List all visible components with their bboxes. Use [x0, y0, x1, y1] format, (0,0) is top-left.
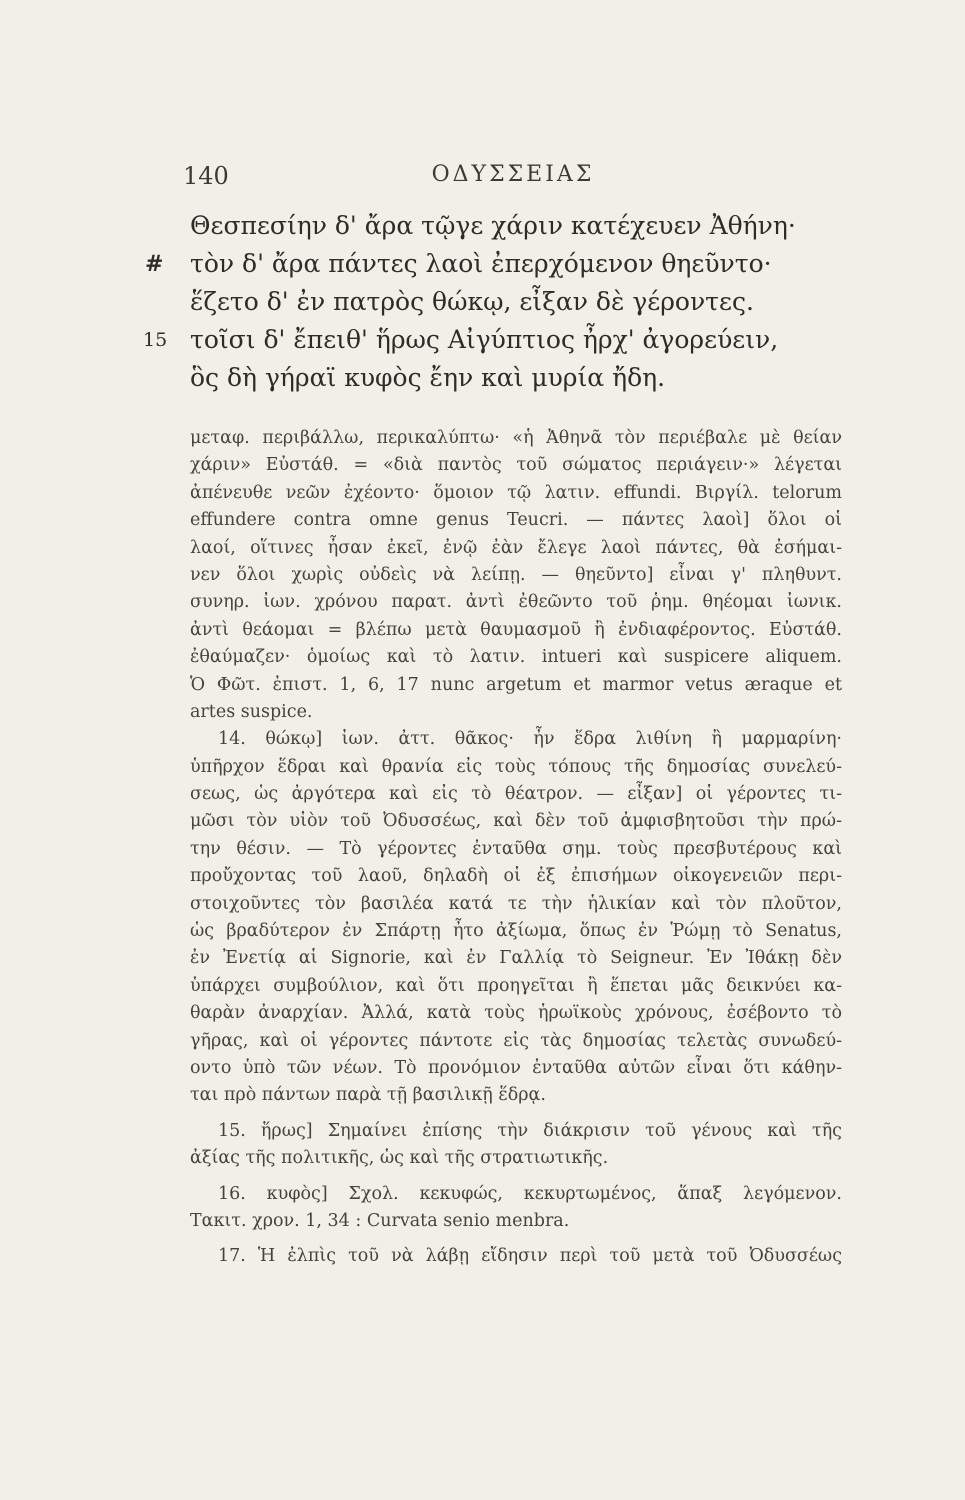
- commentary-line: χάριν» Εὐστάθ. = «διὰ παντὸς τοῦ σώματος περιάγειν·» λέγεται: [190, 455, 842, 476]
- running-title: ΟΔΥΣΣΕΙΑΣ: [431, 162, 595, 187]
- commentary-line: Τακιτ. χρον. 1, 34 : Curvata senio menbra.: [190, 1210, 570, 1231]
- commentary-line: ἀξίας τῆς πολιτικῆς, ὡς καὶ τῆς στρατιωτικῆς.: [190, 1148, 609, 1169]
- commentary-line: συνηρ. ἰων. χρόνου παρατ. ἀντὶ ἐθεῶντο τοῦ ῥημ. θηέομαι ἰωνικ.: [190, 592, 842, 613]
- verse-block: [0, 207, 965, 397]
- commentary-line: 16. κυφὸς] Σχολ. κεκυφώς, κεκυρτωμένος, ἅπαξ λεγόμενον.: [218, 1183, 842, 1204]
- verse-line: [0, 283, 965, 321]
- commentary-line: στοιχοῦντες τὸν βασιλέα κατά τε τὴν ἡλικίαν καὶ τὸν πλοῦτον,: [190, 893, 842, 914]
- commentary-notes: [190, 425, 842, 1271]
- verse-text: Θεσπεσίην δ' ἄρα τῷγε χάριν κατέχευεν Ἀθήνη·: [190, 211, 796, 240]
- commentary-line: ἐθαύμαζεν· ὁμοίως καὶ τὸ λατιν. intueri καὶ suspicere aliquem.: [190, 647, 842, 668]
- verse-text: ἕζετο δ' ἐν πατρὸς θώκῳ, εἶξαν δὲ γέροντες.: [190, 287, 754, 316]
- commentary-line: λαοί, οἵτινες ἦσαν ἐκεῖ, ἐνῷ ἐὰν ἔλεγε λαοὶ πάντες, θὰ ἐσήμαι-: [190, 537, 842, 558]
- commentary-line: effundere contra omne genus Teucri. — πάντες λαοὶ] ὅλοι οἱ: [190, 510, 842, 531]
- commentary-line: μεταφ. περιβάλλω, περικαλύπτω· «ἡ Ἀθηνᾶ τὸν περιέβαλε μὲ θείαν: [190, 428, 842, 448]
- commentary-line: προὔχοντας τοῦ λαοῦ, δηλαδὴ οἱ ἐξ ἐπισήμων οἰκογενειῶν περι-: [190, 866, 842, 887]
- commentary-line: θαρὰν ἀναρχίαν. Ἀλλά, κατὰ τοὺς ἡρωϊκοὺς χρόνους, ἐσέβοντο τὸ: [190, 1003, 842, 1024]
- verse-line: [0, 359, 965, 397]
- running-head: [183, 162, 843, 194]
- commentary-line: 15. ἥρως] Σημαίνει ἐπίσης τὴν διάκρισιν τοῦ γένους καὶ τῆς: [218, 1120, 842, 1141]
- verse-line: [0, 245, 965, 283]
- commentary-line: ται πρὸ πάντων παρὰ τῇ βασιλικῇ ἕδρᾳ.: [190, 1085, 546, 1106]
- commentary-line: νεν ὅλοι χωρὶς οὐδεὶς νὰ λείπῃ. — θηεῦντο] εἶναι γ' πληθυντ.: [190, 564, 842, 585]
- commentary-line: ὡς βραδύτερον ἐν Σπάρτῃ ἦτο ἀξίωμα, ὅπως ἐν Ῥώμῃ τὸ Senatus,: [190, 921, 842, 942]
- commentary-line: ὑπάρχει συμβούλιον, καὶ ὅτι προηγεῖται ἢ ἕπεται μᾶς δεικνύει κα-: [190, 975, 842, 996]
- verse-line: [0, 207, 965, 245]
- commentary-line: γῆρας, καὶ οἱ γέροντες πάντοτε εἰς τὰς δημοσίας τελετὰς συνωδεύ-: [190, 1030, 842, 1051]
- commentary-line: ἐν Ἐνετίᾳ αἱ Signorie, καὶ ἐν Γαλλίᾳ τὸ Seigneur. Ἐν Ἰθάκῃ δὲν: [190, 948, 842, 969]
- commentary-line: ἀπένευθε νεῶν ἐχέοντο· ὅμοιον τῷ λατιν. effundi. Βιργίλ. telorum: [190, 482, 842, 503]
- verse-text: τὸν δ' ἄρα πάντες λαοὶ ἐπερχόμενον θηεῦντο·: [190, 249, 772, 278]
- page-number: 140: [183, 162, 229, 190]
- commentary-line: σεως, ὡς ἀργότερα καὶ εἰς τὸ θέατρον. — εἶξαν] οἱ γέροντες τι-: [190, 784, 842, 805]
- commentary-line: ὑπῆρχον ἕδραι καὶ θρανία εἰς τοὺς τόπους τῆς δημοσίας συνελεύ-: [190, 756, 842, 777]
- commentary-line: Ὁ Φῶτ. ἐπιστ. 1, 6, 17 nunc argetum et marmor vetus æraque et: [190, 674, 842, 695]
- commentary-line: 17. Ἡ ἐλπὶς τοῦ νὰ λάβῃ εἴδησιν περὶ τοῦ μετὰ τοῦ Ὀδυσσέως: [218, 1246, 842, 1267]
- verse-text: τοῖσι δ' ἔπειθ' ἥρως Αἰγύπτιος ἦρχ' ἀγορεύειν,: [190, 325, 779, 354]
- verse-text: ὃς δὴ γήραϊ κυφὸς ἔην καὶ μυρία ἤδη.: [190, 363, 666, 392]
- commentary-line: μῶσι τὸν υἱὸν τοῦ Ὀδυσσέως, καὶ δὲν τοῦ ἀμφισβητοῦσι τὴν πρώ-: [190, 811, 842, 832]
- commentary-line: artes suspice.: [190, 701, 313, 722]
- verse-line: [0, 321, 965, 359]
- margin-mark: #: [145, 251, 164, 277]
- commentary-line: την θέσιν. — Τὸ γέροντες ἐνταῦθα σημ. τοὺς πρεσβυτέρους καὶ: [190, 838, 842, 859]
- verse-line-number: 15: [143, 329, 168, 351]
- commentary-line: ἀντὶ θεάομαι = βλέπω μετὰ θαυμασμοῦ ἢ ἐνδιαφέροντος. Εὐστάθ.: [190, 619, 842, 640]
- commentary-line: οντο ὑπὸ τῶν νέων. Τὸ προνόμιον ἐνταῦθα αὐτῶν εἶναι ὅτι κάθην-: [190, 1057, 842, 1078]
- commentary-line: 14. θώκῳ] ἰων. ἀττ. θᾶκος· ἦν ἕδρα λιθίνη ἢ μαρμαρίνη·: [218, 729, 842, 750]
